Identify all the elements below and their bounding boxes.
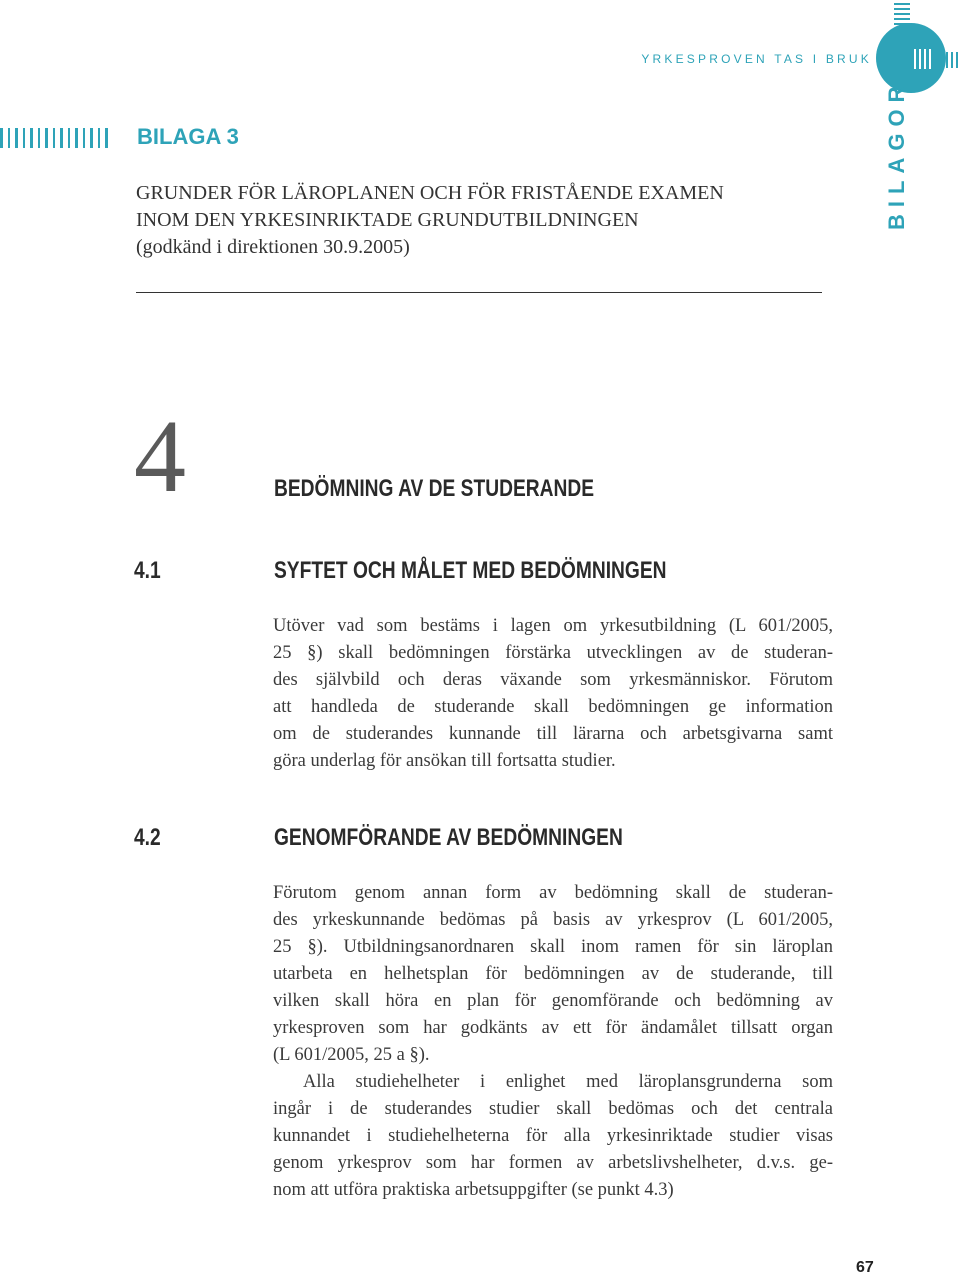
section-number: 4.1 bbox=[134, 557, 161, 584]
body-line: yrkesproven som har godkänts av ett för ändamålet tillsatt organ bbox=[273, 1018, 833, 1038]
appendix-title-line: (godkänd i direktionen 30.9.2005) bbox=[136, 236, 410, 258]
body-line: att handleda de studerande skall bedömningen ge information bbox=[273, 697, 833, 717]
decorative-ticks-left bbox=[0, 128, 108, 148]
side-section-label-text: BILAGOR bbox=[884, 79, 909, 230]
body-line: om de studerandes kunnande till lärarna och arbetsgivarna samt bbox=[273, 724, 833, 744]
appendix-title-block bbox=[136, 180, 836, 261]
chapter-number: 4 bbox=[134, 399, 182, 514]
body-line: des yrkeskunnande bedömas på basis av yrkesprov (L 601/2005, bbox=[273, 910, 833, 930]
body-line: des självbild och deras växande som yrkesmänniskor. Förutom bbox=[273, 670, 833, 690]
body-line: vilken skall höra en plan för genomförande och bedömning av bbox=[273, 991, 833, 1011]
body-line: kunnandet i studiehelheterna för alla yrkesinriktade studier visas bbox=[273, 1126, 833, 1146]
side-section-label bbox=[872, 79, 912, 230]
body-line: utarbeta en helhetsplan för bedömningen av de studerande, till bbox=[273, 964, 833, 984]
decorative-ticks-right bbox=[926, 52, 960, 70]
body-line: 25 §). Utbildningsanordnaren skall inom ramen för sin läroplan bbox=[273, 937, 833, 957]
body-line: Förutom genom annan form av bedömning skall de studeran- bbox=[273, 883, 833, 903]
section-number: 4.2 bbox=[134, 824, 161, 851]
running-head: YRKESPROVEN TAS I BRUK bbox=[641, 52, 872, 66]
body-line: Utöver vad som bestäms i lagen om yrkesutbildning (L 601/2005, bbox=[273, 616, 833, 636]
section-title: GENOMFÖRANDE AV BEDÖMNINGEN bbox=[274, 824, 623, 851]
appendix-label: BILAGA 3 bbox=[137, 124, 239, 149]
body-line: göra underlag för ansökan till fortsatta studier. bbox=[273, 751, 616, 771]
body-line: genom yrkesprov som har formen av arbetslivshelheter, d.v.s. ge- bbox=[273, 1153, 833, 1173]
appendix-title-line: INOM DEN YRKESINRIKTADE GRUNDUTBILDNINGEN bbox=[136, 209, 639, 231]
body-line: nom att utföra praktiska arbetsuppgifter (se punkt 4.3) bbox=[273, 1180, 674, 1200]
page-number: 67 bbox=[856, 1259, 874, 1276]
chapter-title: BEDÖMNING AV DE STUDERANDE bbox=[274, 475, 595, 502]
body-line: ingår i de studerandes studier skall bedömas och det centrala bbox=[273, 1099, 833, 1119]
body-line: Alla studiehelheter i enlighet med läroplansgrunderna som bbox=[303, 1072, 833, 1092]
section-body bbox=[273, 613, 833, 775]
body-line: (L 601/2005, 25 a §). bbox=[273, 1045, 430, 1065]
section-body bbox=[273, 880, 833, 1204]
body-line: 25 §) skall bedömningen förstärka utvecklingen av de studeran- bbox=[273, 643, 833, 663]
divider bbox=[136, 292, 822, 293]
appendix-title-line: GRUNDER FÖR LÄROPLANEN OCH FÖR FRISTÅENDE EXAMEN bbox=[136, 182, 724, 204]
section-title: SYFTET OCH MÅLET MED BEDÖMNINGEN bbox=[274, 557, 667, 584]
